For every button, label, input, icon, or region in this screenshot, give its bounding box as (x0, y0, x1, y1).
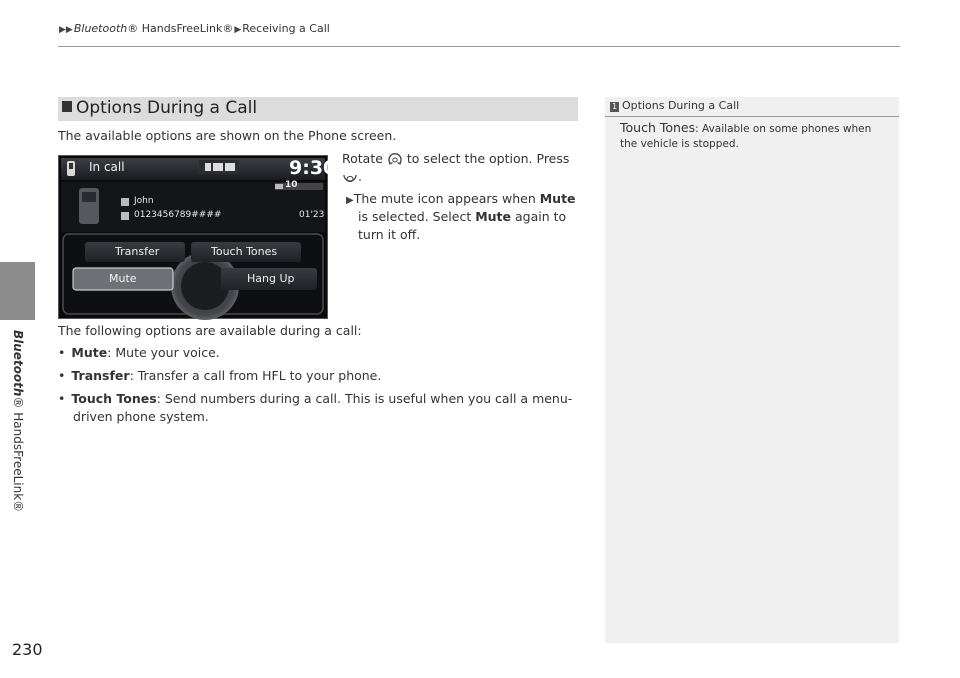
section-title: Options During a Call (62, 98, 257, 118)
intro-text: The available options are shown on the Phone screen. (58, 128, 397, 143)
sidebar-note-panel (605, 97, 899, 643)
call-duration: 01'23 (299, 210, 325, 220)
breadcrumb (58, 22, 330, 35)
sidebar-text-line2: the vehicle is stopped. (620, 138, 739, 150)
option-mute: • Mute: Mute your voice. (58, 345, 220, 360)
transfer-button: Transfer (115, 245, 160, 258)
mute-button: Mute (109, 272, 137, 285)
option-transfer: • Transfer: Transfer a call from HFL to your phone. (58, 368, 382, 383)
instruction-line1: Rotate to select the option. Press (342, 151, 570, 166)
mute-note-line2: is selected. Select Mute again to (358, 209, 567, 224)
screen-title: In call (89, 160, 125, 174)
mute-note-line1: ▶The mute icon appears when Mute (346, 191, 576, 206)
sidebar-title: 1 Options During a Call (611, 99, 740, 112)
hang-up-button: Hang Up (247, 272, 295, 285)
note-arrow-icon: ▶ (346, 195, 354, 206)
breadcrumb-arrow-icon: ▶▶ (59, 25, 73, 35)
note-marker-icon: 1 (611, 102, 618, 111)
screen-volume: 10 (285, 180, 298, 190)
bullet-icon: • (58, 345, 66, 360)
bullet-icon: • (58, 368, 66, 383)
option-touch-tones-cont: driven phone system. (73, 409, 209, 424)
screen-clock: 9:30 (289, 157, 337, 179)
caller-name: John (134, 196, 154, 206)
breadcrumb-part1: ® HandsFreeLink® (127, 22, 234, 35)
instruction-line2: . (342, 168, 362, 186)
sidebar-rule (605, 116, 899, 117)
breadcrumb-part2: Receiving a Call (242, 22, 330, 35)
touch-tones-button: Touch Tones (211, 245, 278, 258)
caller-number: 0123456789#### (134, 210, 222, 220)
header-rule (58, 46, 900, 47)
chapter-label: Bluetooth® HandsFreeLink® (11, 330, 25, 513)
mute-note-line3: turn it off. (358, 227, 421, 242)
interface-dial-press-icon (342, 170, 358, 186)
page-number: 230 (12, 640, 43, 659)
chapter-tab (0, 262, 35, 320)
option-touch-tones: • Touch Tones: Send numbers during a call. This is useful when you call a menu- (58, 391, 573, 406)
phone-screen-image (58, 155, 337, 319)
square-bullet-icon (62, 101, 72, 112)
options-intro: The following options are available during a call: (58, 323, 362, 338)
sidebar-text-line1: Touch Tones: Available on some phones when (620, 120, 872, 135)
bullet-icon: • (58, 391, 66, 406)
breadcrumb-part1-italic: Bluetooth (73, 22, 128, 35)
interface-dial-rotate-icon (387, 152, 403, 168)
breadcrumb-arrow-icon: ▶ (234, 25, 242, 35)
